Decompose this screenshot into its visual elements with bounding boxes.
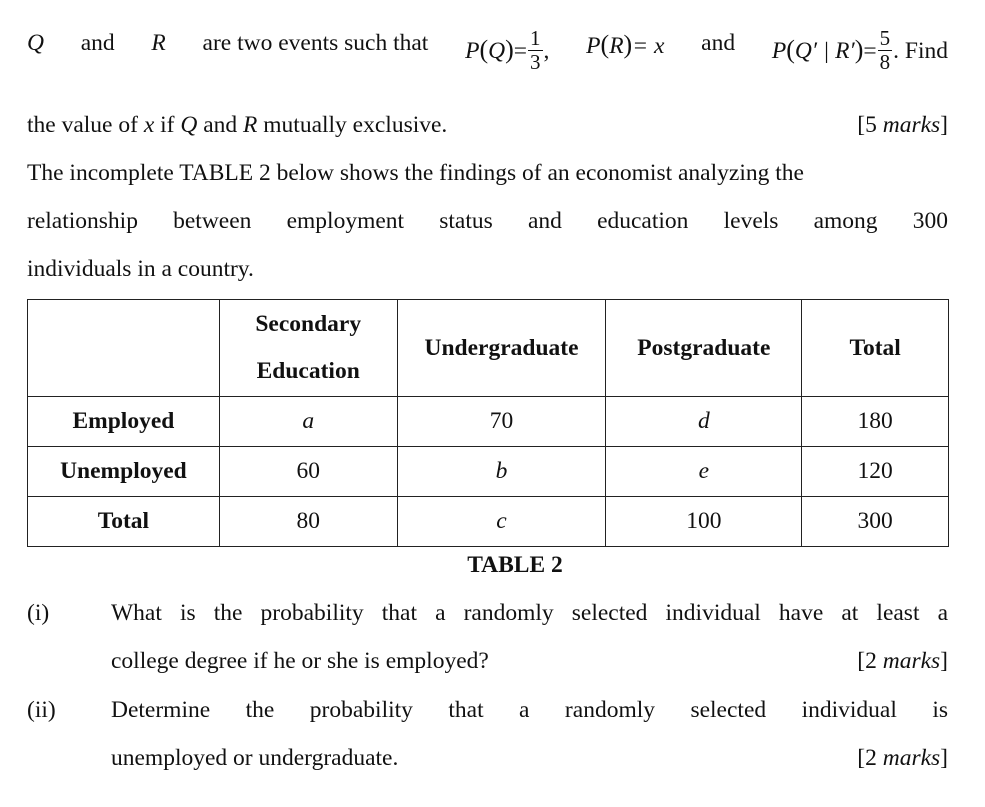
expr-conditional: P(Q′ | R′)= $\frac{5}{8}$ . Find [771,26,948,74]
marks-label: [2 marks] [857,648,948,674]
event-q: Q [27,30,44,56]
row-label-total: Total [28,497,220,547]
table-cell: 80 [219,497,397,547]
word-and: and [80,30,115,56]
table-row [28,497,949,547]
table-cell: 120 [802,447,949,497]
table-row [28,397,949,447]
intro-line-3: individuals in a country. [27,256,254,282]
table-cell: 300 [802,497,949,547]
table-cell: e [606,447,802,497]
table-cell: d [606,397,802,447]
marks-label: [5 marks] [857,112,948,138]
expr-pq: P(Q)= $\frac{1}{3}$ , [465,26,550,74]
header-secondary-education: Secondary Education [219,300,397,397]
intro-line-2: relationship between employment status and education levels among 300 [27,208,948,234]
table-cell: b [397,447,606,497]
question-number: (i) [27,600,50,626]
header-undergraduate: Undergraduate [397,300,606,397]
question-1-line-1: What is the probability that a randomly selected individual have at least a [111,600,948,626]
problem-line-1 [27,26,948,75]
header-blank [28,300,220,397]
event-r: R [151,30,166,56]
expr-pr: P(R)= x [586,30,665,59]
row-label-unemployed: Unemployed [28,447,220,497]
word-and-2: and [701,30,736,56]
question-1-line-2: college degree if he or she is employed? [2 marks] [111,648,948,674]
problem-line-2-text: the value of x if Q and R mutually exclusive. [27,112,448,138]
table-cell: c [397,497,606,547]
question-2-line-2: unemployed or undergraduate. [2 marks] [111,745,948,771]
problem-line-2 [27,112,948,139]
table-cell: a [219,397,397,447]
table-row [28,447,949,497]
table-header-row [28,300,949,397]
header-postgraduate: Postgraduate [606,300,802,397]
fraction-five-eighths: $\frac{5}{8}$ [879,26,891,74]
table-caption: TABLE 2 [467,552,563,578]
table-cell: 100 [606,497,802,547]
table-2 [27,299,949,547]
question-2-line-1: Determine the probability that a randomly selected individual is [111,697,948,723]
fraction-one-third: $\frac{1}{3}$ [530,26,541,74]
problem-text-a: are two events such that [202,30,429,56]
row-label-employed: Employed [28,397,220,447]
intro-line-1: The incomplete TABLE 2 below shows the findings of an economist analyzing the [27,160,804,186]
header-total: Total [802,300,949,397]
table-cell: 180 [802,397,949,447]
marks-label: [2 marks] [857,745,948,771]
table-cell: 60 [219,447,397,497]
question-number: (ii) [27,697,56,723]
table-cell: 70 [397,397,606,447]
